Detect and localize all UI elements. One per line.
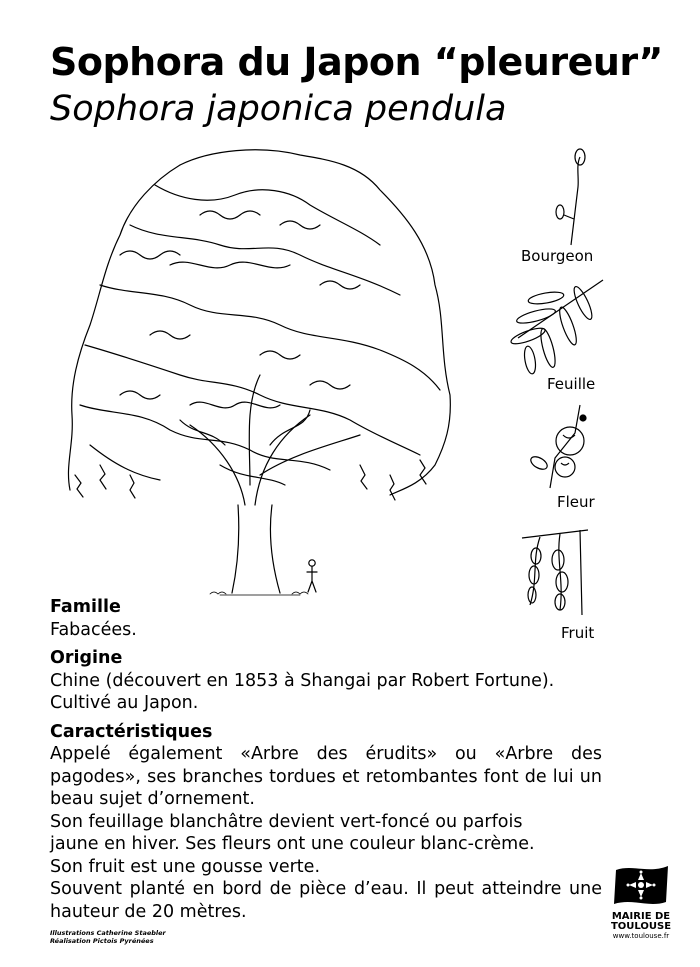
specimen-label-flower: Fleur	[557, 493, 595, 511]
section-origine	[50, 647, 602, 715]
page-title: Sophora du Japon “pleureur”	[50, 40, 663, 84]
credits	[50, 929, 166, 945]
specimen-label-bud: Bourgeon	[521, 247, 594, 265]
caracteristiques-paragraph-5: Souvent planté en bord de pièce d’eau. Il peut atteindre une hauteur de 20 mètres.	[50, 879, 602, 922]
credits-realisation: Réalisation Pictois Pyrénées	[50, 937, 154, 945]
section-caracteristiques	[50, 721, 602, 924]
caracteristiques-paragraph-3: jaune en hiver. Ses fleurs ont une couleur blanc-crème.	[50, 834, 535, 854]
description	[50, 596, 602, 929]
credits-illustrations: Illustrations Catherine Staebler	[50, 929, 166, 937]
famille-heading: Famille	[50, 597, 121, 617]
scientific-name: Sophora japonica pendula	[50, 89, 507, 129]
caracteristiques-paragraph-1: Appelé également «Arbre des érudits» ou «Arbre des pagodes», ses branches tordues et retombantes font de lui un beau sujet d’ornement.	[50, 744, 602, 809]
origine-line-1: Chine (découvert en 1853 à Shangai par Robert Fortune).	[50, 670, 555, 691]
leaf-illustration	[508, 278, 606, 376]
specimen-label-leaf: Feuille	[547, 375, 596, 393]
logo-line-2: TOULOUSE	[610, 921, 672, 932]
famille-text: Fabacées.	[50, 619, 137, 640]
bud-illustration	[546, 147, 596, 247]
origine-heading: Origine	[50, 648, 123, 668]
mairie-toulouse-logo	[608, 862, 674, 940]
caracteristiques-paragraph-4: Son fruit est une gousse verte.	[50, 856, 321, 877]
section-famille	[50, 596, 602, 641]
logo-url: www.toulouse.fr	[612, 932, 670, 940]
specimen-label-fruit: Fruit	[561, 624, 595, 642]
tree-illustration	[60, 145, 455, 600]
caracteristiques-paragraph-2: Son feuillage blanchâtre devient vert-foncé ou parfois	[50, 811, 523, 832]
caracteristiques-heading: Caractéristiques	[50, 721, 213, 742]
occitan-cross-flag-icon	[608, 862, 674, 908]
origine-line-2: Cultivé au Japon.	[50, 693, 199, 713]
flower-illustration	[525, 403, 595, 493]
logo-line-1: MAIRIE DE	[611, 911, 671, 922]
